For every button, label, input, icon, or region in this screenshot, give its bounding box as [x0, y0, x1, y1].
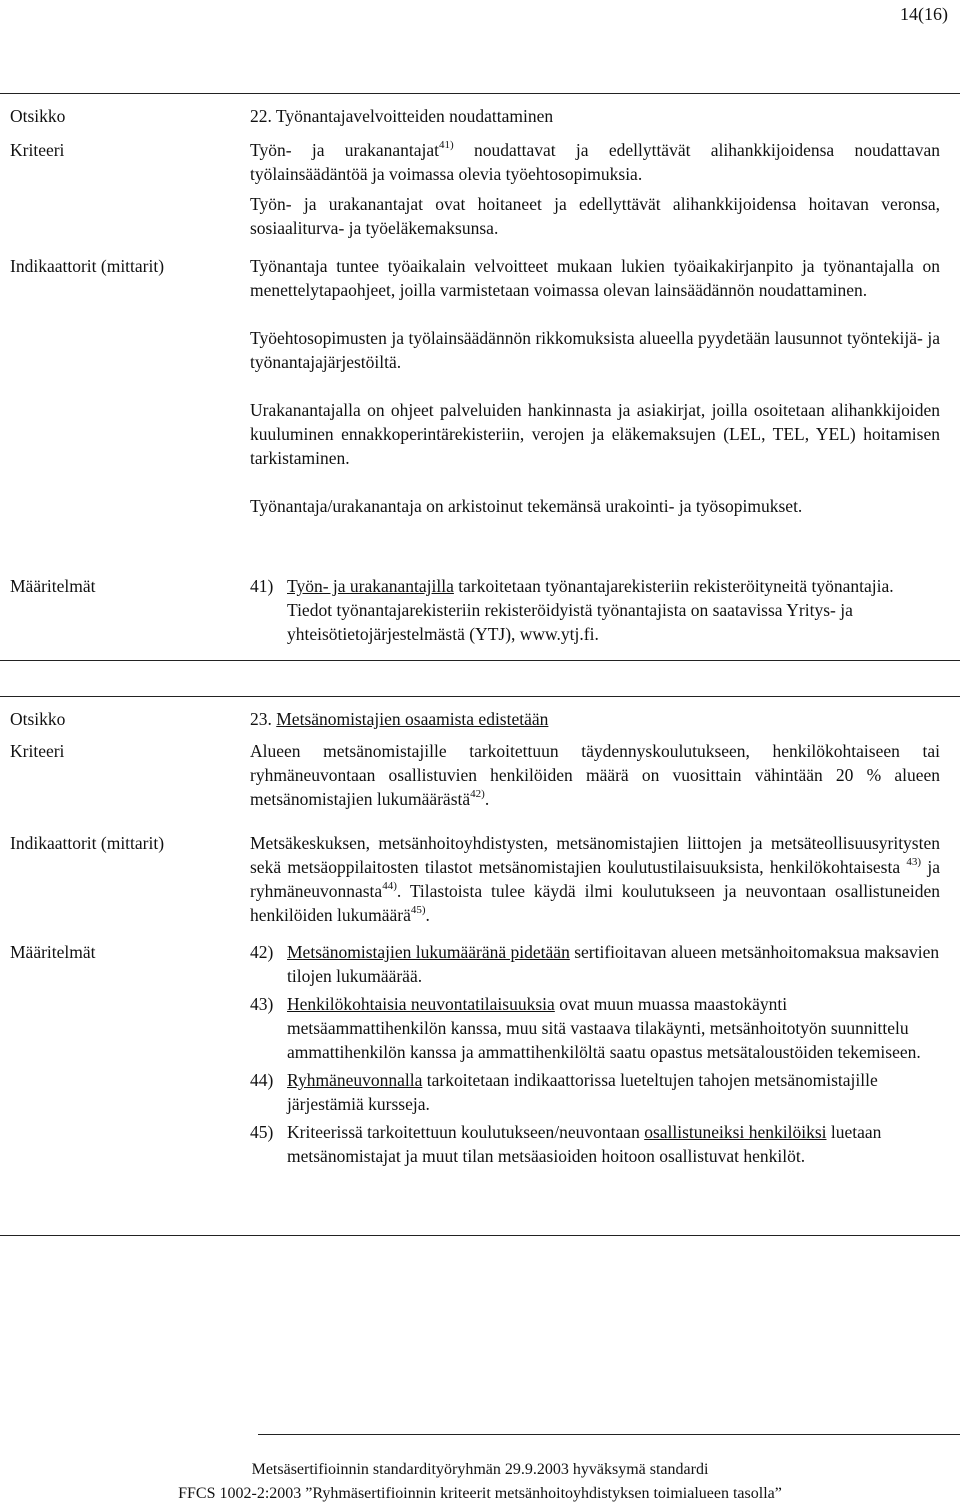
heading-number: 23. — [250, 709, 272, 729]
footer-line-1: Metsäsertifioinnin standardityöryhmän 29.9.2003 hyväksymä standardi — [251, 1461, 709, 1478]
definition-text — [287, 992, 940, 1064]
definition-prefix: Kriteerissä tarkoitettuun koulutukseen/neuvontaan — [287, 1122, 645, 1142]
label-kriteeri-23: Kriteeri — [10, 741, 65, 761]
indicators-23-part3: . Tilastoista tulee käydä ilmi koulutukseen ja neuvontaan osallistuneiden henkilöiden lukumäärä — [250, 881, 940, 925]
page-number: 14(16) — [900, 4, 948, 24]
section-23-heading — [250, 707, 940, 731]
criterion-text-a: Työn- ja urakanantajat — [250, 140, 440, 160]
label-indikaattorit-23: Indikaattorit (mittarit) — [10, 833, 165, 853]
definition-number: 43) — [250, 994, 274, 1014]
footnote-ref-43: 43) — [906, 856, 922, 869]
definition-number: 45) — [250, 1122, 274, 1142]
footnote-ref-41: 41) — [439, 139, 454, 152]
definition-body: tarkoitetaan työnantajarekisteriin rekisteröityneitä työnantajia. Tiedot työnantajarekisteriin rekisteröidyistä työnantajista on saatavissa Yritys- ja yhteisötietojärjestelmästä (YTJ), www.ytj.fi. — [287, 576, 894, 644]
indicator-paragraph-2: Työehtosopimusten ja työlainsäädännön rikkomuksista alueella pyydetään lausunnot työntekijä- ja työnantajajärjestöiltä. — [250, 328, 940, 372]
criterion-text — [250, 138, 940, 240]
footnote-ref-44: 44) — [382, 880, 397, 893]
indicators-23-part2: ja ryhmäneuvonnasta — [250, 857, 940, 901]
criterion-text-23 — [250, 739, 940, 811]
definition-body: luetaan metsänomistajat ja muut tilan metsäasioiden hoitoon osallistuvat henkilöt. — [287, 1122, 882, 1166]
definition-text — [287, 1068, 940, 1116]
section-22-table — [0, 93, 960, 661]
definition-term: osallistuneiksi henkilöiksi — [644, 1122, 827, 1142]
definition-body: tarkoitetaan indikaattorissa lueteltujen tahojen metsänomistajille järjestämiä kursseja. — [287, 1070, 878, 1114]
definitions-list-23 — [250, 940, 940, 1172]
indicators-23-part1: Metsäkeskuksen, metsänhoitoyhdistysten, metsänomistajien liittojen ja metsäteollisuusyritysten sekä metsäoppilaitosten tilastot metsänomistajien koulutustilaisuuksista, henkilökohtaisesta — [250, 833, 940, 877]
criterion-paragraph-1 — [250, 138, 940, 186]
label-otsikko: Otsikko — [10, 106, 66, 126]
definition-body: ovat muun muassa maastokäynti metsäammattihenkilön kanssa, muu sitä vastaava tilakäynti, metsänhoitotyön suunnittelu ammattihenkilön kanssa ja ammattihenkilöltä saatu opastus metsätaloustöiden tekemiseen. — [287, 994, 921, 1062]
indicators-23-part4: . — [425, 905, 430, 925]
indicator-paragraph-3: Urakanantajalla on ohjeet palveluiden hankinnasta ja asiakirjat, joilla osoitetaan alihankkijoiden kuuluminen ennakkoperintärekisteriin, verojen ja eläkemaksujen (LEL, TEL, YEL) hoitamisen tarkistaminen. — [250, 400, 940, 468]
indicators-text-23 — [250, 831, 940, 927]
definition-number: 42) — [250, 942, 274, 962]
indicator-paragraph-4: Työnantaja/urakanantaja on arkistoinut tekemänsä urakointi- ja työsopimukset. — [250, 496, 803, 516]
definition-43 — [250, 992, 940, 1064]
heading-text: Metsänomistajien osaamista edistetään — [276, 709, 549, 729]
section-22-heading: 22. Työnantajavelvoitteiden noudattaminen — [250, 106, 554, 126]
footnote-ref-42: 42) — [470, 788, 485, 801]
indicators-23-paragraph — [250, 831, 940, 927]
definition-text — [287, 1120, 940, 1168]
label-indikaattorit: Indikaattorit (mittarit) — [10, 256, 165, 276]
indicator-paragraph-1: Työnantaja tuntee työaikalain velvoitteet mukaan lukien työaikakirjanpito ja työnantajalla on menettelytapaohjeet, joilla varmistetaan voimassa olevan lainsäädännön noudattaminen. — [250, 256, 940, 300]
footer-rule — [258, 1434, 960, 1435]
definition-42 — [250, 940, 940, 988]
definition-45 — [250, 1120, 940, 1168]
definition-44 — [250, 1068, 940, 1116]
criterion-paragraph-2: Työn- ja urakanantajat ovat hoitaneet ja edellyttävät alihankkijoidensa hoitavan veronsa, sosiaaliturva- ja työeläkemaksunsa. — [250, 194, 940, 238]
definition-text — [287, 574, 940, 646]
footer-line-2: FFCS 1002-2:2003 ”Ryhmäsertifioinnin kriteerit metsänhoitoyhdistyksen toimialueen tasolla” — [178, 1485, 782, 1502]
criterion-23-end: . — [484, 789, 490, 809]
definition-text — [287, 940, 940, 988]
definition-term: Ryhmäneuvonnalla — [287, 1070, 423, 1090]
criterion-text-b: noudattavat ja edellyttävät alihankkijoidensa noudattavan työlainsäädäntöä ja voimassa olevia työehtosopimuksia. — [250, 140, 940, 184]
definition-41 — [250, 574, 940, 646]
section-23-table — [0, 696, 960, 1236]
definition-term: Metsänomistajien lukumääränä pidetään — [287, 942, 570, 962]
definition-term: Henkilökohtaisia neuvontatilaisuuksia — [287, 994, 555, 1014]
criterion-23-paragraph — [250, 739, 940, 811]
definition-term: Työn- ja urakanantajilla — [287, 576, 454, 596]
definition-body: sertifioitavan alueen metsänhoitomaksua maksavien tilojen lukumäärää. — [287, 942, 940, 986]
label-maaritelmat-23: Määritelmät — [10, 942, 96, 962]
definition-number: 41) — [250, 576, 274, 596]
label-maaritelmat: Määritelmät — [10, 576, 96, 596]
definitions-list — [250, 574, 940, 650]
criterion-23-text: Alueen metsänomistajille tarkoitettuun täydennyskoulutukseen, henkilökohtaiseen tai ryhmäneuvontaan osallistuvien henkilöiden määrä on vuosittain vähintään 20 % alueen metsänomistajien lukumäärästä — [250, 741, 940, 809]
label-kriteeri: Kriteeri — [10, 140, 65, 160]
label-otsikko-23: Otsikko — [10, 709, 66, 729]
definition-number: 44) — [250, 1070, 274, 1090]
footnote-ref-45: 45) — [410, 904, 426, 917]
indicators-text — [250, 254, 940, 518]
